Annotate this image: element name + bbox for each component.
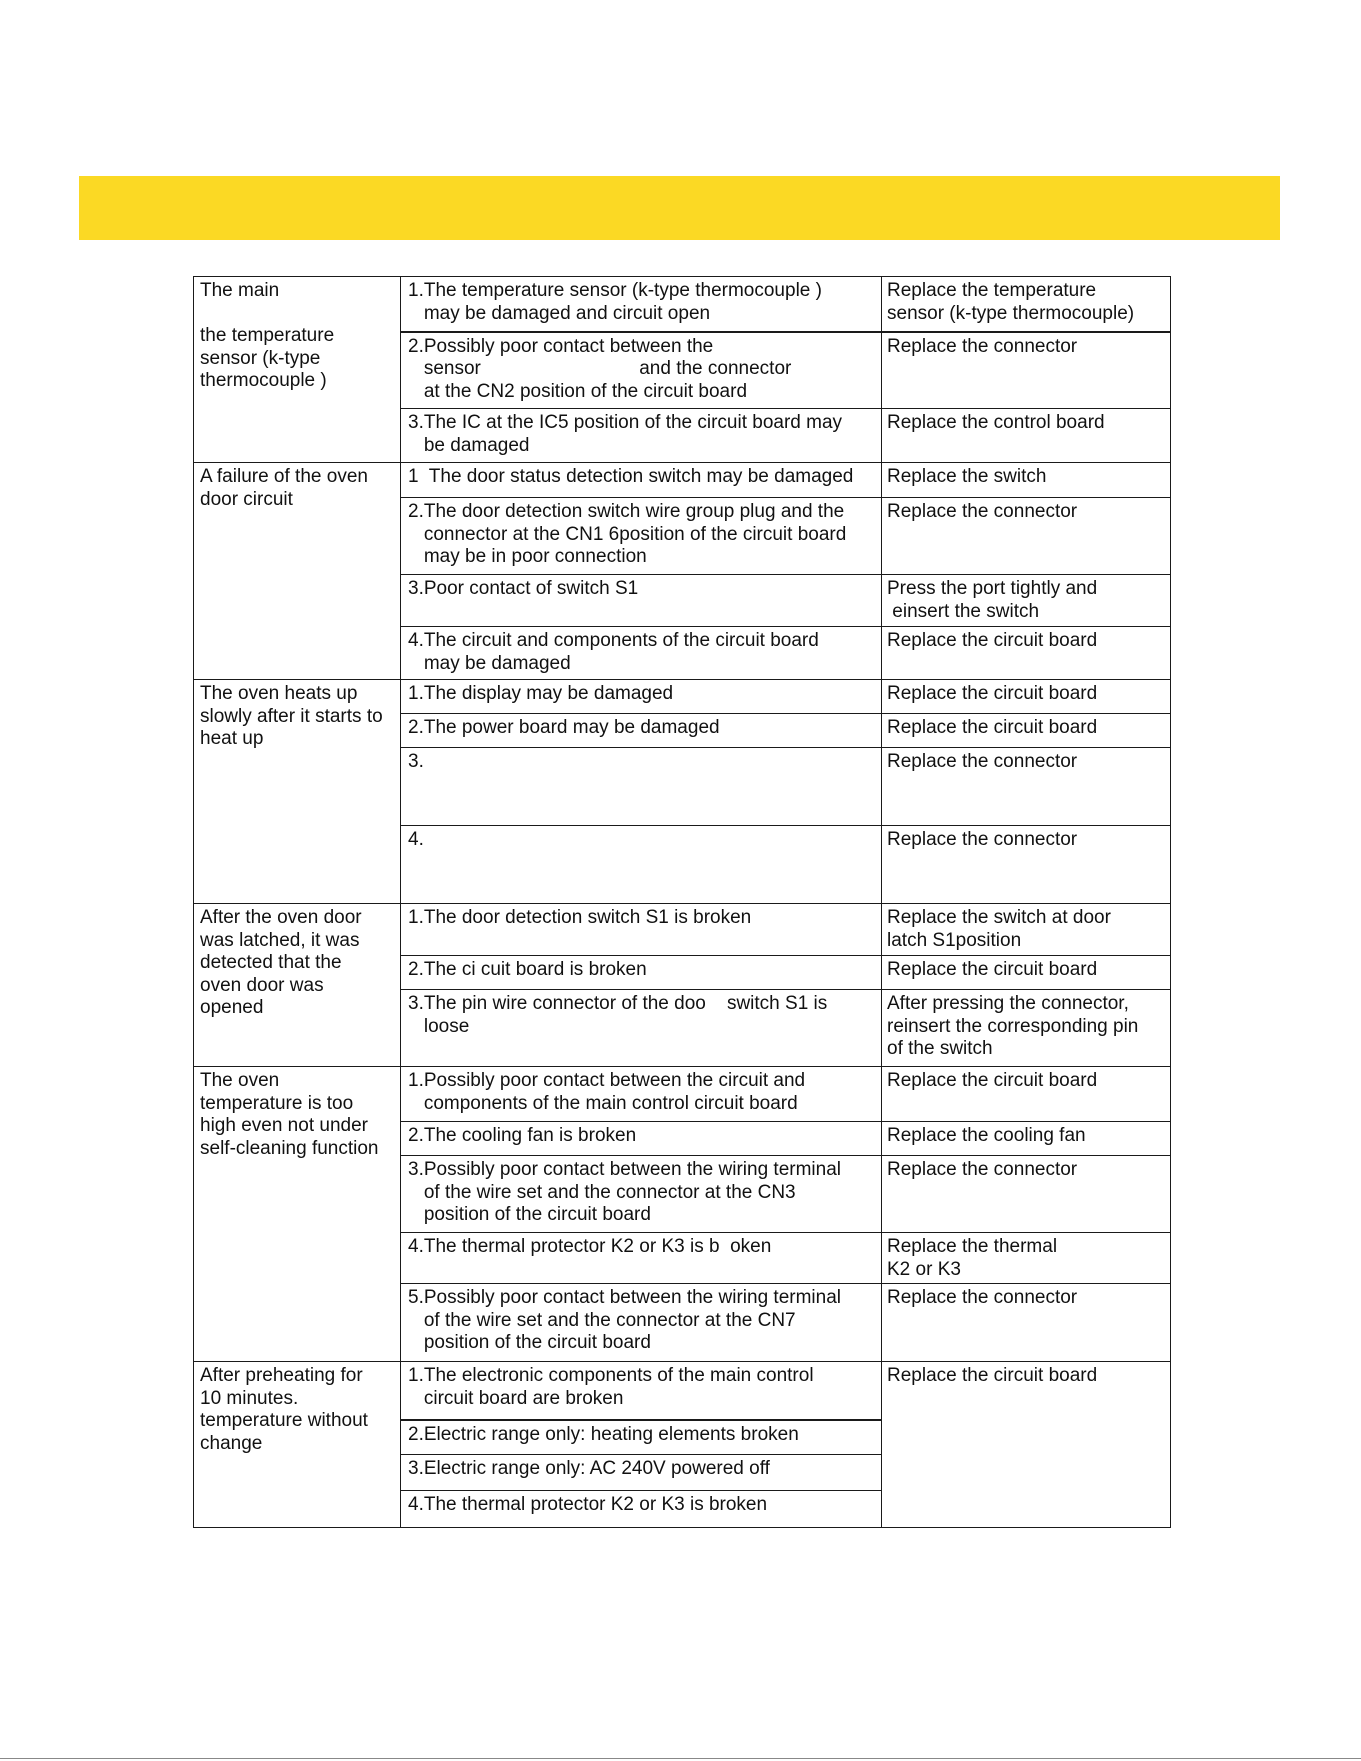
action-cell: Replace the cooling fan [882,1122,1171,1156]
symptom-cell: A failure of the oven door circuit [194,463,401,680]
cause-cell: 3.The IC at the IC5 position of the circuit board may be damaged [401,409,882,463]
table-row [194,1067,1171,1122]
cause-cell: 5.Possibly poor contact between the wiring terminal of the wire set and the connector at the CN7 position of the circuit board [401,1284,882,1362]
action-cell: Replace the circuit board [882,1067,1171,1122]
cause-cell: 1.The door detection switch S1 is broken [401,904,882,956]
action-cell: Replace the temperature sensor (k-type thermocouple) [882,277,1171,332]
cause-cell: 3. [401,748,882,826]
symptom-cell: After preheating for 10 minutes. temperature without change [194,1362,401,1528]
cause-cell: 2.The door detection switch wire group plug and the connector at the CN1 6position of the circuit board may be in poor connection [401,498,882,575]
symptom-cell: The main the temperature sensor (k-type thermocouple ) [194,277,401,463]
symptom-cell: The oven temperature is too high even not under self-cleaning function [194,1067,401,1362]
cause-cell: 2.Electric range only: heating elements broken [401,1420,882,1455]
page-bottom-divider [0,1758,1361,1759]
action-cell: After pressing the connector, reinsert the corresponding pin of the switch [882,990,1171,1067]
cause-cell: 1.The temperature sensor (k-type thermocouple ) may be damaged and circuit open [401,277,882,332]
cause-cell: 2.Possibly poor contact between the sensor and the connector at the CN2 position of the circuit board [401,332,882,409]
action-cell: Replace the switch [882,463,1171,498]
action-cell: Replace the circuit board [882,714,1171,748]
action-cell: Replace the connector [882,332,1171,409]
cause-cell: 3.Electric range only: AC 240V powered off [401,1455,882,1491]
cause-cell: 2.The cooling fan is broken [401,1122,882,1156]
table-row [194,277,1171,332]
action-cell: Replace the connector [882,748,1171,826]
section-header-banner [79,176,1280,240]
cause-cell: 3.The pin wire connector of the doo switch S1 is loose [401,990,882,1067]
table-row [194,904,1171,956]
table-row [194,1362,1171,1420]
cause-cell: 1.Possibly poor contact between the circuit and components of the main control circuit board [401,1067,882,1122]
action-cell: Replace the circuit board [882,627,1171,680]
action-cell: Replace the circuit board [882,956,1171,990]
symptom-cell: After the oven door was latched, it was detected that the oven door was opened [194,904,401,1067]
action-cell: Replace the switch at door latch S1position [882,904,1171,956]
cause-cell: 2.The ci cuit board is broken [401,956,882,990]
action-cell: Replace the connector [882,1284,1171,1362]
action-cell: Press the port tightly and einsert the switch [882,575,1171,627]
action-cell: Replace the thermal K2 or K3 [882,1233,1171,1284]
cause-cell: 1 The door status detection switch may be damaged [401,463,882,498]
cause-cell: 4.The thermal protector K2 or K3 is b oken [401,1233,882,1284]
cause-cell: 1.The electronic components of the main control circuit board are broken [401,1362,882,1420]
action-cell: Replace the connector [882,826,1171,904]
troubleshooting-table [193,276,1171,1528]
table-row [194,463,1171,498]
cause-cell: 3.Possibly poor contact between the wiring terminal of the wire set and the connector at the CN3 position of the circuit board [401,1156,882,1233]
action-cell: Replace the circuit board [882,1362,1171,1528]
cause-cell: 4.The circuit and components of the circuit board may be damaged [401,627,882,680]
symptom-cell: The oven heats up slowly after it starts to heat up [194,680,401,904]
action-cell: Replace the connector [882,498,1171,575]
action-cell: Replace the connector [882,1156,1171,1233]
action-cell: Replace the circuit board [882,680,1171,714]
table-row [194,680,1171,714]
action-cell: Replace the control board [882,409,1171,463]
cause-cell: 2.The power board may be damaged [401,714,882,748]
cause-cell: 4.The thermal protector K2 or K3 is broken [401,1491,882,1528]
cause-cell: 3.Poor contact of switch S1 [401,575,882,627]
cause-cell: 4. [401,826,882,904]
cause-cell: 1.The display may be damaged [401,680,882,714]
